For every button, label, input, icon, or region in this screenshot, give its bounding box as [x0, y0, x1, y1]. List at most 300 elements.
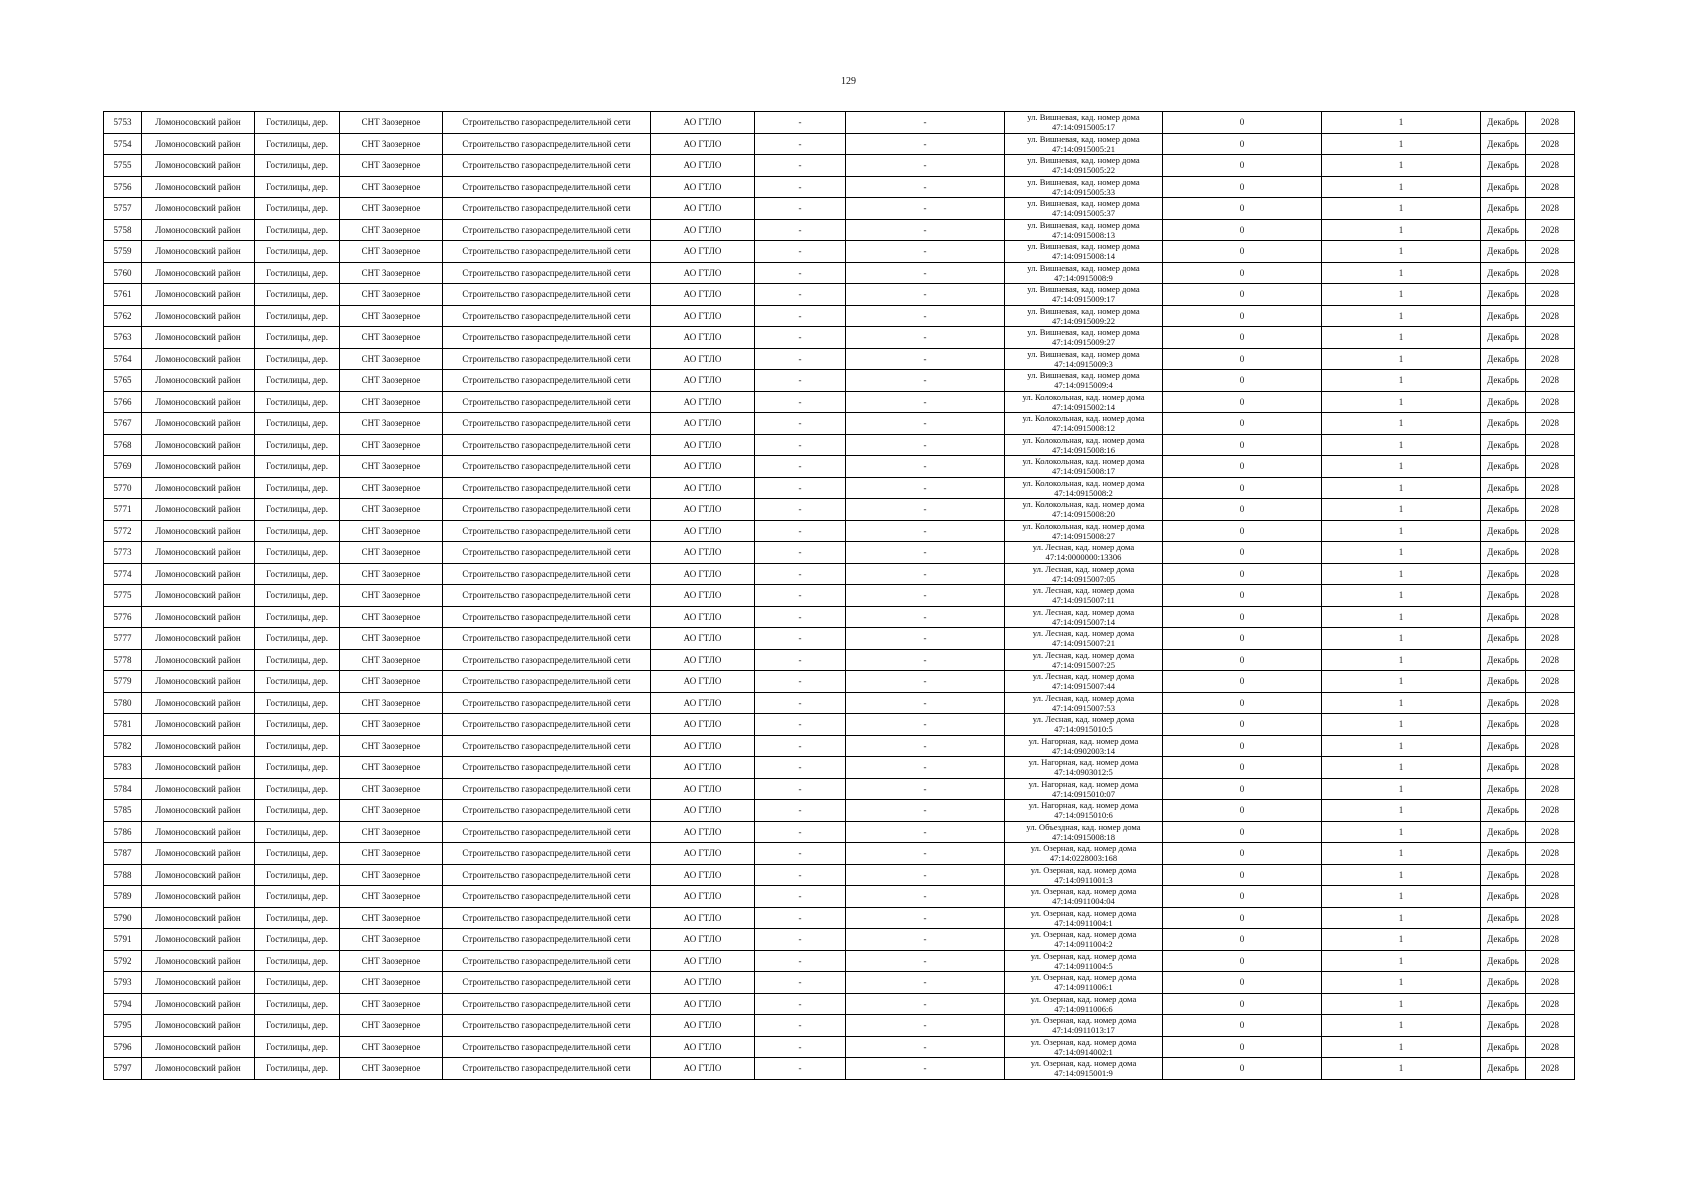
district-cell: Ломоносовский район — [142, 843, 255, 865]
dash-cell: - — [846, 993, 1005, 1015]
address-cell — [1005, 671, 1163, 693]
table-row — [104, 520, 1575, 542]
work-type-cell: Строительство газораспределительной сети — [443, 284, 651, 306]
row-number: 5785 — [104, 800, 142, 822]
dash-cell: - — [755, 907, 846, 929]
year-cell: 2028 — [1526, 477, 1575, 499]
organization-cell: АО ГТЛО — [651, 993, 755, 1015]
address-cell — [1005, 907, 1163, 929]
address-cell — [1005, 843, 1163, 865]
address-street: ул. Лесная, кад. номер дома — [1032, 649, 1135, 660]
month-cell: Декабрь — [1481, 821, 1526, 843]
dash-cell: - — [755, 585, 846, 607]
cadastral-number: 47:14:0915008:9 — [1054, 272, 1113, 283]
value-cell: 0 — [1163, 1058, 1322, 1080]
row-number: 5753 — [104, 112, 142, 134]
dash-cell: - — [755, 348, 846, 370]
snt-cell: СНТ Заозерное — [340, 864, 443, 886]
table-row — [104, 155, 1575, 177]
settlement-cell: Гостилицы, дер. — [255, 929, 340, 951]
dash-cell: - — [846, 843, 1005, 865]
snt-cell: СНТ Заозерное — [340, 649, 443, 671]
year-cell: 2028 — [1526, 563, 1575, 585]
address-street: ул. Озерная, кад. номер дома — [1030, 864, 1137, 875]
cadastral-number: 47:14:0911006:6 — [1054, 1003, 1113, 1014]
cadastral-number: 47:14:0915008:2 — [1054, 487, 1113, 498]
address-cell — [1005, 778, 1163, 800]
settlement-cell: Гостилицы, дер. — [255, 155, 340, 177]
table-row — [104, 305, 1575, 327]
district-cell: Ломоносовский район — [142, 391, 255, 413]
row-number: 5769 — [104, 456, 142, 478]
address-cell — [1005, 520, 1163, 542]
value-cell: 0 — [1163, 692, 1322, 714]
dash-cell: - — [846, 284, 1005, 306]
address-cell — [1005, 585, 1163, 607]
district-cell: Ломоносовский район — [142, 1058, 255, 1080]
value-cell: 0 — [1163, 219, 1322, 241]
year-cell: 2028 — [1526, 542, 1575, 564]
table-row — [104, 391, 1575, 413]
value-cell: 0 — [1163, 284, 1322, 306]
address-cell — [1005, 649, 1163, 671]
year-cell: 2028 — [1526, 1015, 1575, 1037]
value-cell: 0 — [1163, 972, 1322, 994]
snt-cell: СНТ Заозерное — [340, 284, 443, 306]
row-number: 5791 — [104, 929, 142, 951]
address-street: ул. Колокольная, кад. номер дома — [1022, 456, 1145, 467]
district-cell: Ломоносовский район — [142, 477, 255, 499]
district-cell: Ломоносовский район — [142, 821, 255, 843]
organization-cell: АО ГТЛО — [651, 327, 755, 349]
snt-cell: СНТ Заозерное — [340, 370, 443, 392]
row-number: 5766 — [104, 391, 142, 413]
row-number: 5792 — [104, 950, 142, 972]
value-cell: 1 — [1322, 628, 1481, 650]
settlement-cell: Гостилицы, дер. — [255, 456, 340, 478]
snt-cell: СНТ Заозерное — [340, 800, 443, 822]
work-type-cell: Строительство газораспределительной сети — [443, 800, 651, 822]
table-row — [104, 434, 1575, 456]
settlement-cell: Гостилицы, дер. — [255, 671, 340, 693]
work-type-cell: Строительство газораспределительной сети — [443, 757, 651, 779]
value-cell: 1 — [1322, 929, 1481, 951]
cadastral-number: 47:14:0911001:3 — [1054, 874, 1113, 885]
table-row — [104, 499, 1575, 521]
snt-cell: СНТ Заозерное — [340, 606, 443, 628]
dash-cell: - — [846, 348, 1005, 370]
cadastral-number: 47:14:0915001:9 — [1054, 1068, 1113, 1079]
row-number: 5772 — [104, 520, 142, 542]
row-number: 5794 — [104, 993, 142, 1015]
table-row — [104, 585, 1575, 607]
row-number: 5782 — [104, 735, 142, 757]
district-cell: Ломоносовский район — [142, 284, 255, 306]
settlement-cell: Гостилицы, дер. — [255, 886, 340, 908]
organization-cell: АО ГТЛО — [651, 477, 755, 499]
value-cell: 0 — [1163, 821, 1322, 843]
work-type-cell: Строительство газораспределительной сети — [443, 907, 651, 929]
year-cell: 2028 — [1526, 628, 1575, 650]
work-type-cell: Строительство газораспределительной сети — [443, 735, 651, 757]
dash-cell: - — [846, 821, 1005, 843]
organization-cell: АО ГТЛО — [651, 198, 755, 220]
district-cell: Ломоносовский район — [142, 649, 255, 671]
district-cell: Ломоносовский район — [142, 112, 255, 134]
settlement-cell: Гостилицы, дер. — [255, 778, 340, 800]
work-type-cell: Строительство газораспределительной сети — [443, 348, 651, 370]
organization-cell: АО ГТЛО — [651, 176, 755, 198]
table-row — [104, 327, 1575, 349]
dash-cell: - — [846, 628, 1005, 650]
cadastral-number: 47:14:0915009:17 — [1051, 294, 1116, 305]
organization-cell: АО ГТЛО — [651, 585, 755, 607]
organization-cell: АО ГТЛО — [651, 886, 755, 908]
dash-cell: - — [846, 1058, 1005, 1080]
row-number: 5767 — [104, 413, 142, 435]
year-cell: 2028 — [1526, 735, 1575, 757]
district-cell: Ломоносовский район — [142, 585, 255, 607]
value-cell: 0 — [1163, 843, 1322, 865]
row-number: 5778 — [104, 649, 142, 671]
value-cell: 1 — [1322, 972, 1481, 994]
table-row — [104, 348, 1575, 370]
value-cell: 1 — [1322, 241, 1481, 263]
snt-cell: СНТ Заозерное — [340, 241, 443, 263]
address-street: ул. Колокольная, кад. номер дома — [1022, 413, 1145, 424]
address-cell — [1005, 1015, 1163, 1037]
address-cell — [1005, 327, 1163, 349]
month-cell: Декабрь — [1481, 327, 1526, 349]
register-table — [103, 111, 1575, 1080]
dash-cell: - — [846, 434, 1005, 456]
address-street: ул. Нагорная, кад. номер дома — [1028, 757, 1139, 768]
settlement-cell: Гостилицы, дер. — [255, 112, 340, 134]
work-type-cell: Строительство газораспределительной сети — [443, 176, 651, 198]
address-cell — [1005, 112, 1163, 134]
table-row — [104, 1015, 1575, 1037]
row-number: 5776 — [104, 606, 142, 628]
address-street: ул. Вишневая, кад. номер дома — [1027, 219, 1140, 230]
value-cell: 1 — [1322, 778, 1481, 800]
cadastral-number: 47:14:0915007:25 — [1051, 659, 1116, 670]
snt-cell: СНТ Заозерное — [340, 757, 443, 779]
cadastral-number: 47:14:0915005:21 — [1051, 143, 1116, 154]
district-cell: Ломоносовский район — [142, 563, 255, 585]
value-cell: 0 — [1163, 198, 1322, 220]
dash-cell: - — [755, 241, 846, 263]
snt-cell: СНТ Заозерное — [340, 520, 443, 542]
organization-cell: АО ГТЛО — [651, 348, 755, 370]
cadastral-number: 47:14:0915010:5 — [1054, 724, 1113, 735]
dash-cell: - — [755, 606, 846, 628]
month-cell: Декабрь — [1481, 370, 1526, 392]
dash-cell: - — [755, 112, 846, 134]
snt-cell: СНТ Заозерное — [340, 929, 443, 951]
organization-cell: АО ГТЛО — [651, 606, 755, 628]
address-street: ул. Лесная, кад. номер дома — [1032, 563, 1135, 574]
settlement-cell: Гостилицы, дер. — [255, 391, 340, 413]
district-cell: Ломоносовский район — [142, 972, 255, 994]
value-cell: 1 — [1322, 563, 1481, 585]
snt-cell: СНТ Заозерное — [340, 563, 443, 585]
work-type-cell: Строительство газораспределительной сети — [443, 778, 651, 800]
row-number: 5777 — [104, 628, 142, 650]
settlement-cell: Гостилицы, дер. — [255, 993, 340, 1015]
table-row — [104, 219, 1575, 241]
cadastral-number: 47:14:0915005:22 — [1051, 165, 1116, 176]
year-cell: 2028 — [1526, 1058, 1575, 1080]
dash-cell: - — [846, 456, 1005, 478]
cadastral-number: 47:14:0915008:27 — [1051, 530, 1116, 541]
district-cell: Ломоносовский район — [142, 434, 255, 456]
address-street: ул. Лесная, кад. номер дома — [1032, 606, 1135, 617]
address-cell — [1005, 284, 1163, 306]
year-cell: 2028 — [1526, 198, 1575, 220]
work-type-cell: Строительство газораспределительной сети — [443, 155, 651, 177]
value-cell: 0 — [1163, 262, 1322, 284]
address-street: ул. Вишневая, кад. номер дома — [1027, 133, 1140, 144]
district-cell: Ломоносовский район — [142, 800, 255, 822]
work-type-cell: Строительство газораспределительной сети — [443, 391, 651, 413]
settlement-cell: Гостилицы, дер. — [255, 219, 340, 241]
work-type-cell: Строительство газораспределительной сети — [443, 305, 651, 327]
organization-cell: АО ГТЛО — [651, 628, 755, 650]
address-street: ул. Озерная, кад. номер дома — [1030, 950, 1137, 961]
settlement-cell: Гостилицы, дер. — [255, 692, 340, 714]
dash-cell: - — [755, 692, 846, 714]
organization-cell: АО ГТЛО — [651, 1036, 755, 1058]
work-type-cell: Строительство газораспределительной сети — [443, 929, 651, 951]
value-cell: 0 — [1163, 241, 1322, 263]
table-row — [104, 735, 1575, 757]
snt-cell: СНТ Заозерное — [340, 671, 443, 693]
organization-cell: АО ГТЛО — [651, 499, 755, 521]
snt-cell: СНТ Заозерное — [340, 176, 443, 198]
address-cell — [1005, 155, 1163, 177]
settlement-cell: Гостилицы, дер. — [255, 907, 340, 929]
work-type-cell: Строительство газораспределительной сети — [443, 499, 651, 521]
address-street: ул. Колокольная, кад. номер дома — [1022, 477, 1145, 488]
settlement-cell: Гостилицы, дер. — [255, 1058, 340, 1080]
cadastral-number: 47:14:0915007:14 — [1051, 616, 1116, 627]
month-cell: Декабрь — [1481, 735, 1526, 757]
dash-cell: - — [846, 477, 1005, 499]
month-cell: Декабрь — [1481, 1058, 1526, 1080]
district-cell: Ломоносовский район — [142, 735, 255, 757]
dash-cell: - — [755, 327, 846, 349]
cadastral-number: 47:14:0915009:27 — [1051, 337, 1116, 348]
row-number: 5754 — [104, 133, 142, 155]
settlement-cell: Гостилицы, дер. — [255, 714, 340, 736]
address-street: ул. Вишневая, кад. номер дома — [1027, 305, 1140, 316]
dash-cell: - — [755, 628, 846, 650]
address-street: ул. Вишневая, кад. номер дома — [1027, 198, 1140, 209]
year-cell: 2028 — [1526, 993, 1575, 1015]
work-type-cell: Строительство газораспределительной сети — [443, 241, 651, 263]
settlement-cell: Гостилицы, дер. — [255, 176, 340, 198]
cadastral-number: 47:14:0915008:20 — [1051, 509, 1116, 520]
district-cell: Ломоносовский район — [142, 456, 255, 478]
address-cell — [1005, 821, 1163, 843]
work-type-cell: Строительство газораспределительной сети — [443, 1058, 651, 1080]
dash-cell: - — [846, 219, 1005, 241]
organization-cell: АО ГТЛО — [651, 671, 755, 693]
row-number: 5796 — [104, 1036, 142, 1058]
snt-cell: СНТ Заозерное — [340, 305, 443, 327]
value-cell: 0 — [1163, 348, 1322, 370]
organization-cell: АО ГТЛО — [651, 155, 755, 177]
snt-cell: СНТ Заозерное — [340, 821, 443, 843]
dash-cell: - — [846, 155, 1005, 177]
table-row — [104, 800, 1575, 822]
district-cell: Ломоносовский район — [142, 133, 255, 155]
address-street: ул. Колокольная, кад. номер дома — [1022, 391, 1145, 402]
dash-cell: - — [755, 671, 846, 693]
snt-cell: СНТ Заозерное — [340, 262, 443, 284]
year-cell: 2028 — [1526, 327, 1575, 349]
dash-cell: - — [755, 370, 846, 392]
row-number: 5771 — [104, 499, 142, 521]
snt-cell: СНТ Заозерное — [340, 198, 443, 220]
settlement-cell: Гостилицы, дер. — [255, 1036, 340, 1058]
table-row — [104, 649, 1575, 671]
work-type-cell: Строительство газораспределительной сети — [443, 262, 651, 284]
value-cell: 1 — [1322, 993, 1481, 1015]
year-cell: 2028 — [1526, 606, 1575, 628]
cadastral-number: 47:14:0915005:37 — [1051, 208, 1116, 219]
dash-cell: - — [846, 671, 1005, 693]
cadastral-number: 47:14:0915008:16 — [1051, 444, 1116, 455]
month-cell: Декабрь — [1481, 477, 1526, 499]
work-type-cell: Строительство газораспределительной сети — [443, 520, 651, 542]
dash-cell: - — [846, 112, 1005, 134]
work-type-cell: Строительство газораспределительной сети — [443, 1015, 651, 1037]
organization-cell: АО ГТЛО — [651, 778, 755, 800]
value-cell: 0 — [1163, 176, 1322, 198]
value-cell: 0 — [1163, 585, 1322, 607]
month-cell: Декабрь — [1481, 628, 1526, 650]
dash-cell: - — [755, 843, 846, 865]
dash-cell: - — [755, 176, 846, 198]
value-cell: 1 — [1322, 800, 1481, 822]
dash-cell: - — [846, 542, 1005, 564]
value-cell: 1 — [1322, 864, 1481, 886]
dash-cell: - — [846, 606, 1005, 628]
settlement-cell: Гостилицы, дер. — [255, 542, 340, 564]
address-cell — [1005, 241, 1163, 263]
year-cell: 2028 — [1526, 757, 1575, 779]
year-cell: 2028 — [1526, 176, 1575, 198]
dash-cell: - — [846, 413, 1005, 435]
value-cell: 1 — [1322, 327, 1481, 349]
month-cell: Декабрь — [1481, 219, 1526, 241]
district-cell: Ломоносовский район — [142, 993, 255, 1015]
address-street: ул. Вишневая, кад. номер дома — [1027, 262, 1140, 273]
month-cell: Декабрь — [1481, 262, 1526, 284]
year-cell: 2028 — [1526, 929, 1575, 951]
month-cell: Декабрь — [1481, 778, 1526, 800]
work-type-cell: Строительство газораспределительной сети — [443, 649, 651, 671]
year-cell: 2028 — [1526, 800, 1575, 822]
dash-cell: - — [846, 800, 1005, 822]
address-street: ул. Вишневая, кад. номер дома — [1027, 284, 1140, 295]
cadastral-number: 47:14:0915008:14 — [1051, 251, 1116, 262]
snt-cell: СНТ Заозерное — [340, 950, 443, 972]
cadastral-number: 47:14:0915007:53 — [1051, 702, 1116, 713]
work-type-cell: Строительство газораспределительной сети — [443, 972, 651, 994]
dash-cell: - — [755, 499, 846, 521]
dash-cell: - — [755, 477, 846, 499]
address-cell — [1005, 348, 1163, 370]
organization-cell: АО ГТЛО — [651, 950, 755, 972]
month-cell: Декабрь — [1481, 929, 1526, 951]
value-cell: 1 — [1322, 886, 1481, 908]
row-number: 5780 — [104, 692, 142, 714]
dash-cell: - — [846, 241, 1005, 263]
cadastral-number: 47:14:0915007:21 — [1051, 638, 1116, 649]
work-type-cell: Строительство газораспределительной сети — [443, 112, 651, 134]
table-row — [104, 757, 1575, 779]
snt-cell: СНТ Заозерное — [340, 542, 443, 564]
work-type-cell: Строительство газораспределительной сети — [443, 198, 651, 220]
dash-cell: - — [755, 886, 846, 908]
value-cell: 0 — [1163, 391, 1322, 413]
settlement-cell: Гостилицы, дер. — [255, 327, 340, 349]
address-cell — [1005, 929, 1163, 951]
value-cell: 0 — [1163, 628, 1322, 650]
value-cell: 1 — [1322, 649, 1481, 671]
value-cell: 0 — [1163, 1036, 1322, 1058]
address-street: ул. Озерная, кад. номер дома — [1030, 886, 1137, 897]
table-row — [104, 112, 1575, 134]
value-cell: 0 — [1163, 499, 1322, 521]
value-cell: 1 — [1322, 456, 1481, 478]
dash-cell: - — [846, 262, 1005, 284]
snt-cell: СНТ Заозерное — [340, 112, 443, 134]
dash-cell: - — [846, 563, 1005, 585]
year-cell: 2028 — [1526, 112, 1575, 134]
dash-cell: - — [846, 778, 1005, 800]
month-cell: Декабрь — [1481, 1036, 1526, 1058]
cadastral-number: 47:14:0000000:13306 — [1045, 552, 1122, 563]
value-cell: 0 — [1163, 757, 1322, 779]
table-row — [104, 778, 1575, 800]
dash-cell: - — [846, 327, 1005, 349]
dash-cell: - — [755, 735, 846, 757]
snt-cell: СНТ Заозерное — [340, 499, 443, 521]
address-cell — [1005, 477, 1163, 499]
district-cell: Ломоносовский район — [142, 778, 255, 800]
cadastral-number: 47:14:0902003:14 — [1051, 745, 1116, 756]
dash-cell: - — [755, 456, 846, 478]
organization-cell: АО ГТЛО — [651, 714, 755, 736]
snt-cell: СНТ Заозерное — [340, 348, 443, 370]
work-type-cell: Строительство газораспределительной сети — [443, 477, 651, 499]
district-cell: Ломоносовский район — [142, 628, 255, 650]
district-cell: Ломоносовский район — [142, 305, 255, 327]
cadastral-number: 47:14:0914002:1 — [1054, 1046, 1113, 1057]
dash-cell: - — [755, 542, 846, 564]
value-cell: 1 — [1322, 821, 1481, 843]
year-cell: 2028 — [1526, 434, 1575, 456]
address-street: ул. Лесная, кад. номер дома — [1032, 714, 1135, 725]
page-number: 129 — [841, 76, 856, 87]
work-type-cell: Строительство газораспределительной сети — [443, 370, 651, 392]
value-cell: 1 — [1322, 434, 1481, 456]
value-cell: 0 — [1163, 929, 1322, 951]
snt-cell: СНТ Заозерное — [340, 1058, 443, 1080]
